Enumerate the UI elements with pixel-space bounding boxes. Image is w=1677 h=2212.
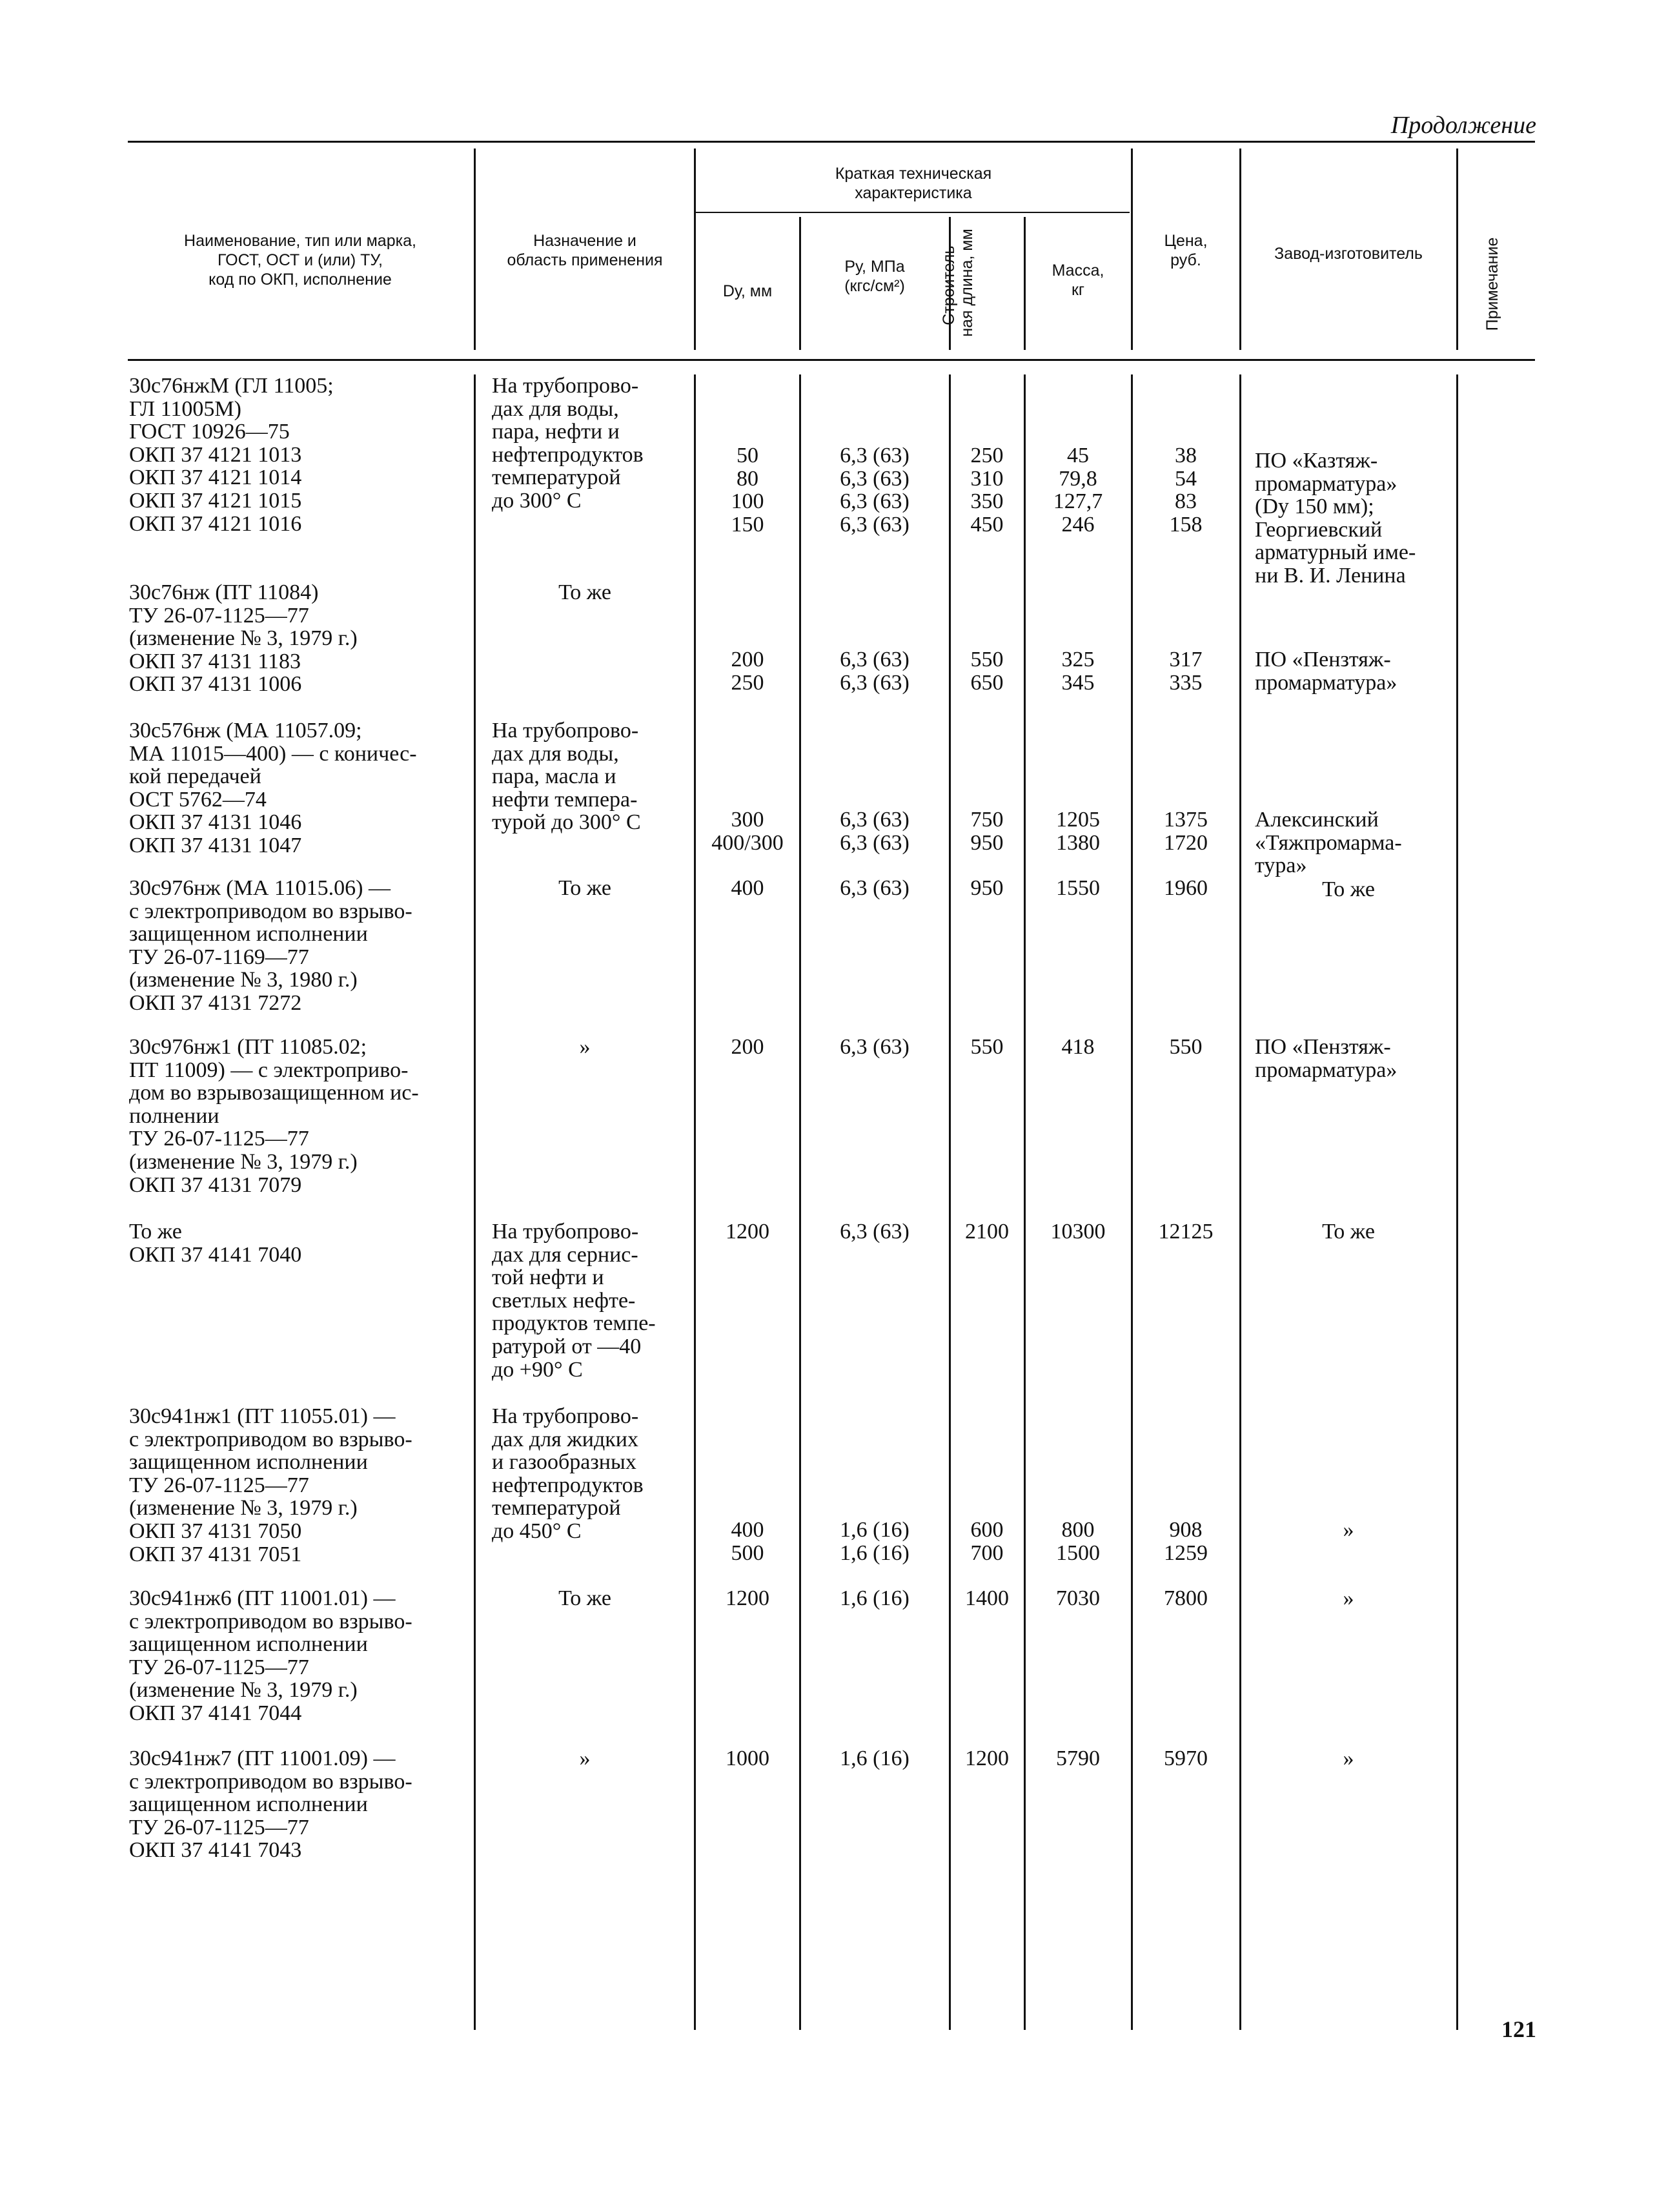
row-5-price: 550 bbox=[1169, 1035, 1203, 1059]
header-divider bbox=[1131, 148, 1133, 350]
row-4-length: 950 bbox=[970, 876, 1004, 900]
header-divider bbox=[799, 217, 801, 350]
row-3-price: 1375 1720 bbox=[1164, 808, 1208, 855]
header-divider bbox=[694, 148, 696, 350]
row-4-mass: 1550 bbox=[1056, 876, 1100, 900]
row-5-py: 6,3 (63) bbox=[840, 1035, 910, 1059]
row-3-mass: 1205 1380 bbox=[1056, 808, 1100, 855]
row-7-dy: 400 500 bbox=[731, 1518, 764, 1565]
row-7-mass: 800 1500 bbox=[1056, 1518, 1100, 1565]
row-7-name: 30с941нж1 (ПТ 11055.01) — с электроприводом во взрыво- защищенном исполнении ТУ 26-07-1125—77 (изменение № 3, 1979 г.) ОКП 37 4131 7050 ОКП 37 4131 7051 bbox=[129, 1404, 412, 1566]
row-8-price: 7800 bbox=[1164, 1586, 1208, 1610]
row-8-py: 1,6 (16) bbox=[840, 1586, 910, 1610]
body-divider bbox=[474, 374, 476, 2030]
header-py: Pу, МПа (кгс/см²) bbox=[844, 258, 905, 295]
row-1-name: 30с76нжМ (ГЛ 11005; ГЛ 11005М) ГОСТ 10926—75 ОКП 37 4121 1013 ОКП 37 4121 1014 ОКП 37 4121 1015 ОКП 37 4121 1016 bbox=[129, 374, 334, 536]
row-9-py: 1,6 (16) bbox=[840, 1746, 910, 1770]
row-1-mass: 45 79,8 127,7 246 bbox=[1053, 444, 1103, 537]
body-divider bbox=[694, 374, 696, 2030]
row-9-price: 5970 bbox=[1164, 1746, 1208, 1770]
row-1-dy: 50 80 100 150 bbox=[731, 444, 764, 537]
row-7-price: 908 1259 bbox=[1164, 1518, 1208, 1565]
body-divider bbox=[799, 374, 801, 2030]
row-6-dy: 1200 bbox=[726, 1220, 769, 1244]
table-top-rule bbox=[128, 141, 1535, 143]
row-6-name: То же ОКП 37 4141 7040 bbox=[129, 1220, 302, 1267]
row-3-name: 30с576нж (МА 11057.09; МА 11015—400) — с коничес- кой передачей ОСТ 5762—74 ОКП 37 4131 1046 ОКП 37 4131 1047 bbox=[129, 719, 417, 857]
header-price: Цена, руб. bbox=[1164, 232, 1208, 269]
row-2-mass: 325 345 bbox=[1061, 648, 1095, 695]
row-7-maker: » bbox=[1343, 1518, 1354, 1542]
row-5-mass: 418 bbox=[1061, 1035, 1095, 1059]
row-4-purpose: То же bbox=[558, 876, 611, 900]
row-3-dy: 300 400/300 bbox=[711, 808, 784, 855]
row-6-length: 2100 bbox=[965, 1220, 1009, 1244]
body-divider bbox=[949, 374, 951, 2030]
header-note: Примечание bbox=[1483, 237, 1501, 331]
row-8-name: 30с941нж6 (ПТ 11001.01) — с электроприводом во взрыво- защищенном исполнении ТУ 26-07-1125—77 (изменение № 3, 1979 г.) ОКП 37 4141 7044 bbox=[129, 1586, 412, 1725]
row-8-purpose: То же bbox=[558, 1586, 611, 1610]
header-divider bbox=[1239, 148, 1241, 350]
row-5-purpose: » bbox=[579, 1035, 591, 1059]
row-4-dy: 400 bbox=[731, 876, 764, 900]
row-4-maker: То же bbox=[1322, 877, 1375, 901]
header-mass: Масса, кг bbox=[1052, 261, 1104, 299]
row-3-length: 750 950 bbox=[970, 808, 1004, 855]
row-4-name: 30с976нж (МА 11015.06) — с электроприводом во взрыво- защищенном исполнении ТУ 26-07-1169—77 (изменение № 3, 1980 г.) ОКП 37 4131 7272 bbox=[129, 876, 412, 1015]
body-divider bbox=[1239, 374, 1241, 2030]
page-number: 121 bbox=[1501, 2016, 1536, 2042]
header-divider bbox=[1456, 148, 1458, 350]
row-2-price: 317 335 bbox=[1169, 648, 1203, 695]
header-divider bbox=[1024, 217, 1026, 350]
row-1-price: 38 54 83 158 bbox=[1169, 444, 1203, 537]
row-1-py: 6,3 (63) 6,3 (63) 6,3 (63) 6,3 (63) bbox=[840, 444, 910, 537]
row-7-length: 600 700 bbox=[970, 1518, 1004, 1565]
row-2-purpose: То же bbox=[558, 580, 611, 604]
row-4-price: 1960 bbox=[1164, 876, 1208, 900]
row-6-py: 6,3 (63) bbox=[840, 1220, 910, 1244]
row-7-purpose: На трубопрово- дах для жидких и газообразных нефтепродуктов температурой до 450° С bbox=[492, 1404, 644, 1543]
row-8-length: 1400 bbox=[965, 1586, 1009, 1610]
row-9-name: 30с941нж7 (ПТ 11001.09) — с электроприводом во взрыво- защищенном исполнении ТУ 26-07-1125—77 ОКП 37 4141 7043 bbox=[129, 1746, 412, 1863]
row-9-dy: 1000 bbox=[726, 1746, 769, 1770]
row-1-length: 250 310 350 450 bbox=[970, 444, 1004, 537]
row-6-maker: То же bbox=[1322, 1220, 1375, 1244]
row-8-maker: » bbox=[1343, 1586, 1354, 1610]
body-divider bbox=[1024, 374, 1026, 2030]
row-3-maker: Алексинский «Тяжпромарма- тура» bbox=[1255, 808, 1402, 878]
header-divider bbox=[474, 148, 476, 350]
row-5-name: 30с976нж1 (ПТ 11085.02; ПТ 11009) — с электроприво- дом во взрывозащищенном ис- полнении ТУ 26-07-1125—77 (изменение № 3, 1979 г.) ОКП 37 4131 7079 bbox=[129, 1035, 419, 1197]
row-8-mass: 7030 bbox=[1056, 1586, 1100, 1610]
row-8-dy: 1200 bbox=[726, 1586, 769, 1610]
row-2-length: 550 650 bbox=[970, 648, 1004, 695]
row-6-purpose: На трубопрово- дах для сернис- той нефти и светлых нефте- продуктов темпе- ратурой от —40 до +90° С bbox=[492, 1220, 656, 1382]
header-tech-group: Краткая техническая характеристика bbox=[835, 165, 992, 202]
header-purpose: Назначение и область применения bbox=[507, 232, 663, 269]
row-9-maker: » bbox=[1343, 1746, 1354, 1770]
header-bottom-rule bbox=[128, 359, 1535, 361]
header-dy: Dу, мм bbox=[722, 282, 773, 300]
row-7-py: 1,6 (16) 1,6 (16) bbox=[840, 1518, 910, 1565]
row-5-length: 550 bbox=[970, 1035, 1004, 1059]
row-5-maker: ПО «Пензтяж- промарматура» bbox=[1255, 1035, 1397, 1082]
header-name: Наименование, тип или марка, ГОСТ, ОСТ и (или) ТУ, код по ОКП, исполнение bbox=[184, 232, 416, 289]
row-9-mass: 5790 bbox=[1056, 1746, 1100, 1770]
row-6-mass: 10300 bbox=[1050, 1220, 1106, 1244]
row-6-price: 12125 bbox=[1158, 1220, 1214, 1244]
row-2-dy: 200 250 bbox=[731, 648, 764, 695]
row-2-name: 30с76нж (ПТ 11084) ТУ 26-07-1125—77 (изменение № 3, 1979 г.) ОКП 37 4131 1183 ОКП 37 4131 1006 bbox=[129, 580, 358, 697]
row-9-length: 1200 bbox=[965, 1746, 1009, 1770]
row-2-py: 6,3 (63) 6,3 (63) bbox=[840, 648, 910, 695]
row-1-maker: ПО «Казтяж- промарматура» (Dу 150 мм); Георгиевский арматурный име- ни В. И. Ленина bbox=[1255, 449, 1416, 588]
body-divider bbox=[1456, 374, 1458, 2030]
row-5-dy: 200 bbox=[731, 1035, 764, 1059]
header-length: Строитель- ная длина, мм bbox=[940, 229, 976, 337]
row-3-purpose: На трубопрово- дах для воды, пара, масла и нефти темпера- турой до 300° С bbox=[492, 719, 641, 835]
continuation-label: Продолжение bbox=[1390, 112, 1536, 139]
row-4-py: 6,3 (63) bbox=[840, 876, 910, 900]
row-1-purpose: На трубопрово- дах для воды, пара, нефти и нефтепродуктов температурой до 300° С bbox=[492, 374, 644, 513]
tech-group-rule bbox=[696, 212, 1130, 213]
row-3-py: 6,3 (63) 6,3 (63) bbox=[840, 808, 910, 855]
row-2-maker: ПО «Пензтяж- промарматура» bbox=[1255, 648, 1397, 695]
row-9-purpose: » bbox=[579, 1746, 591, 1770]
header-maker: Завод-изготовитель bbox=[1274, 245, 1423, 263]
body-divider bbox=[1131, 374, 1133, 2030]
